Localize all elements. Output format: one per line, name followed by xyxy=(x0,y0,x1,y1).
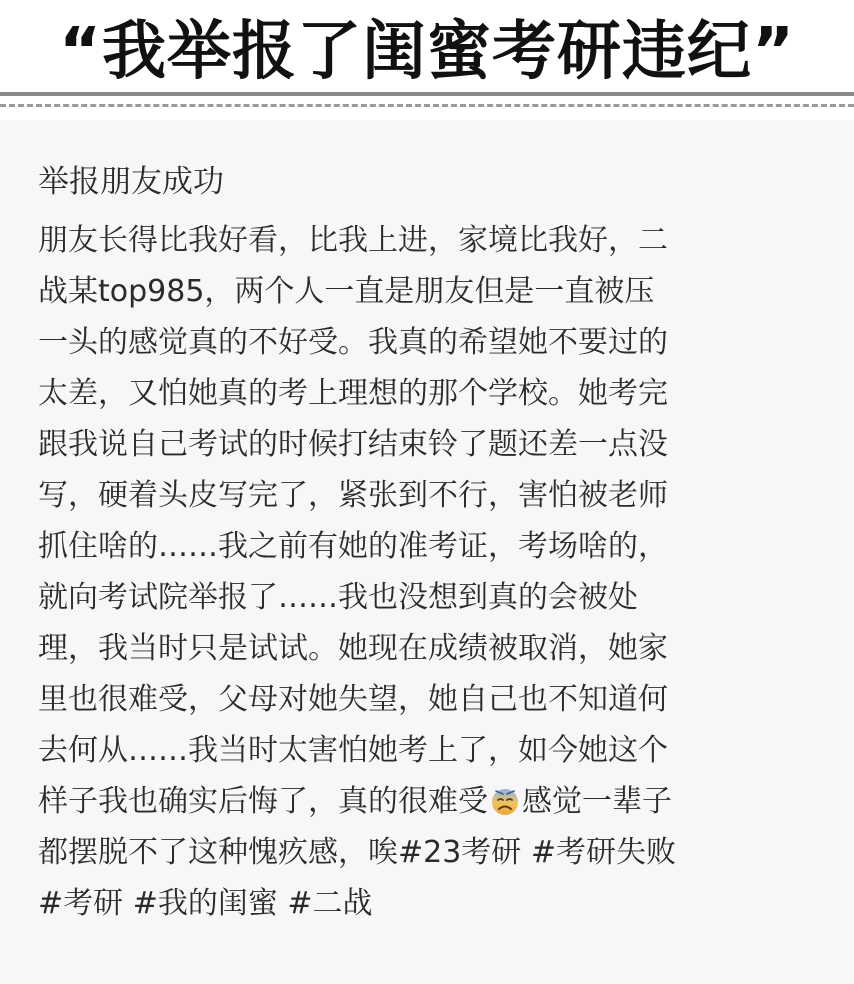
post-text: 感觉一辈子 xyxy=(522,784,672,819)
post-card xyxy=(0,120,854,984)
divider-solid xyxy=(0,92,854,96)
hashtag-link[interactable]: #二战 xyxy=(287,886,373,921)
post-title: 举报朋友成功 xyxy=(38,164,224,200)
post-text: 样子我也确实后悔了，真的很难受 xyxy=(38,784,488,819)
post-line: 战某top985，两个人一直是朋友但是一直被压 xyxy=(38,274,655,309)
headline: “我举报了闺蜜考研违纪” xyxy=(58,15,796,89)
post-line-with-tags xyxy=(38,828,838,878)
sad-face-emoji-icon xyxy=(490,782,520,812)
post-tags-row xyxy=(38,879,838,929)
hashtag-link[interactable]: #考研 xyxy=(38,886,124,921)
post-line: 理，我当时只是试试。她现在成绩被取消，她家 xyxy=(38,631,668,666)
post-line: 跟我说自己考试的时候打结束铃了题还差一点没 xyxy=(38,427,668,462)
hashtag-link[interactable]: #23考研 xyxy=(398,835,522,870)
post-line: 里也很难受，父母对她失望，她自己也不知道何 xyxy=(38,682,668,717)
hashtag-link[interactable]: #我的闺蜜 xyxy=(132,886,278,921)
post-line: 太差，又怕她真的考上理想的那个学校。她考完 xyxy=(38,376,668,411)
post-line: 写，硬着头皮写完了，紧张到不行，害怕被老师 xyxy=(38,478,668,513)
post-line: 去何从……我当时太害怕她考上了，如今她这个 xyxy=(38,733,668,768)
post-line: 抓住啥的……我之前有她的准考证，考场啥的， xyxy=(38,529,668,564)
hashtag-link[interactable]: #考研失败 xyxy=(530,835,676,870)
post-line: 朋友长得比我好看，比我上进，家境比我好，二 xyxy=(38,223,668,258)
post-text: 都摆脱不了这种愧疚感，唉 xyxy=(38,835,398,870)
post-line: 就向考试院举报了……我也没想到真的会被处 xyxy=(38,580,638,615)
post-line: 一头的感觉真的不好受。我真的希望她不要过的 xyxy=(38,325,668,360)
divider-dashed xyxy=(0,104,854,107)
post-line-with-emoji xyxy=(38,777,838,827)
